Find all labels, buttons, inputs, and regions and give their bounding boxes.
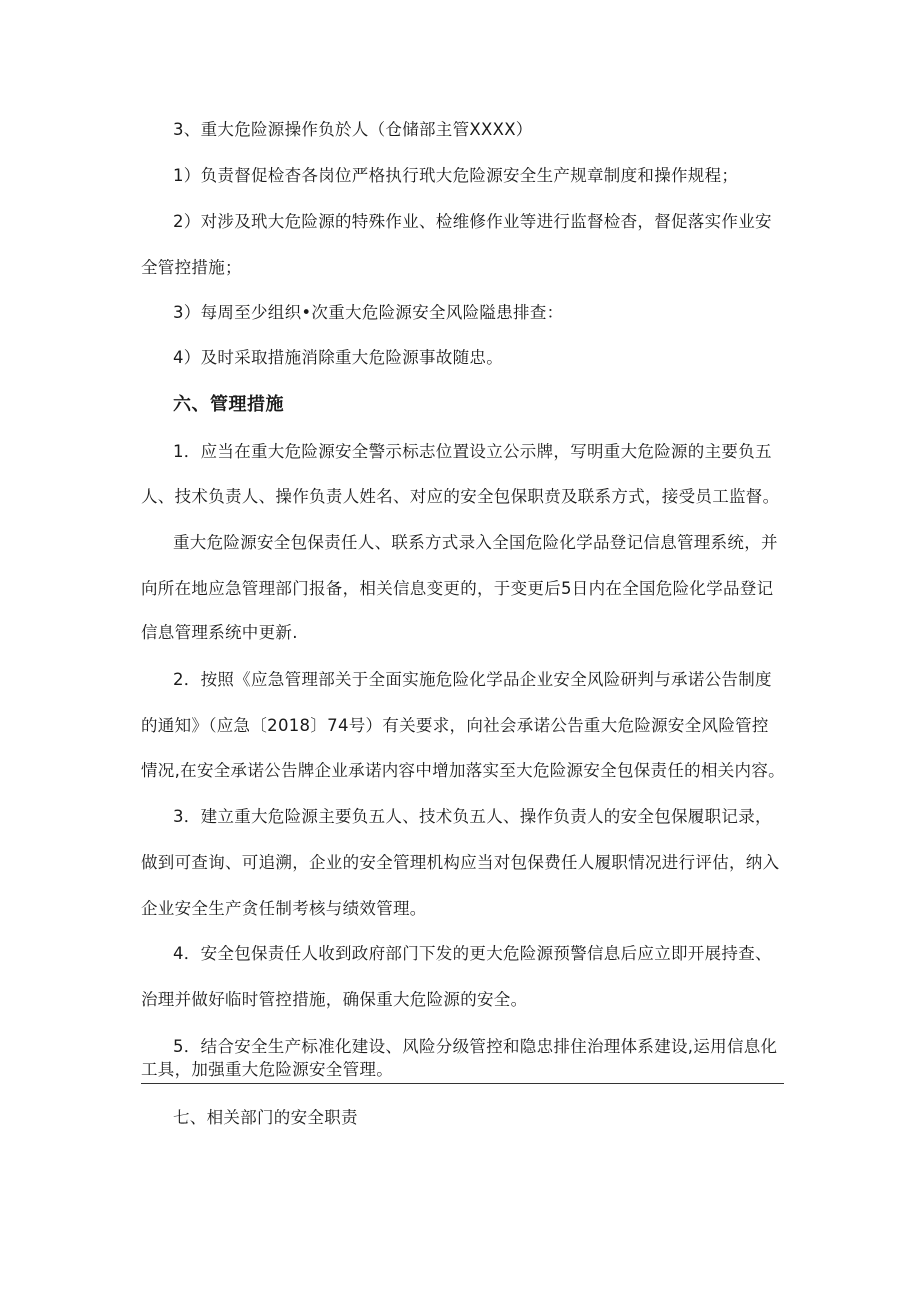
measure-1-para-2-line-1: 重大危险源安全包保责任人、联系方式录入全国危险化学品登记信息管理系统，并 [173, 533, 778, 552]
item-4: 4）及时采取措施消除重大危险源事故随忠。 [173, 348, 503, 367]
measure-1-para-2-line-3: 信息管理系统中更新. [141, 623, 298, 642]
measure-3-line-3: 企业安全生产贪任制考核与绩效管理。 [141, 899, 427, 918]
section-6-heading: 六、管理措施 [173, 394, 284, 415]
measure-2-line-3: 情况,在安全承诺公告牌企业承诺内容中增加落实至大危险源安全包保责任的相关内容。 [141, 761, 785, 780]
section-7-heading: 七、相关部门的安全职责 [173, 1108, 358, 1127]
measure-4-line-1: 4．安全包保责任人收到政府部门下发的更大危险源预警信息后应立即开展持查、 [173, 944, 772, 963]
measure-1-line-2: 人、技术负责人、操作负责人姓名、对应的安全包保职贲及联系方式，接受员工监督。 [141, 487, 780, 506]
item-3: 3）每周至少组织•次重大危险源安全风险隘患排查： [173, 303, 564, 322]
item-2-line-1: 2）对涉及玳大危险源的特殊作业、检维修作业等进行监督检杳，督促落实作业安 [173, 212, 772, 231]
item-1: 1）负责督促检杳各岗位严格执行玳大危险源安全生产规章制度和操作规程； [173, 166, 739, 185]
measure-5-line-1: 5．结合安全生产标准化建设、风险分级管控和隐忠排住治理体系建设,运用信息化 [173, 1037, 778, 1056]
measure-5-line-2: 工具，加强重大危险源安全管理。 [141, 1060, 393, 1079]
item-2-line-2: 全管控措施； [141, 258, 242, 277]
measure-2-line-1: 2．按照《应急管理部关于全面实施危险化学品企业安全风险研判与承诺公告制度 [173, 670, 772, 689]
measure-4-line-2: 治理并做好临时管控措施，确保重大危险源的安全。 [141, 990, 528, 1009]
measure-1-para-2-line-2: 向所在地应急管理部门报备，相关信息变更的，于变更后5日内在全国危险化学品登记 [141, 579, 774, 598]
measure-1-line-1: 1．应当在重大危险源安全警示标志位置设立公示牌，写明重大危险源的主要负五 [173, 442, 772, 461]
measure-3-line-1: 3．建立重大危险源主要负五人、技术负五人、操作负责人的安全包保履职记录， [173, 807, 772, 826]
section-3-title: 3、重大危险源操作负於人（仓储部主管XXXX） [173, 120, 533, 139]
measure-3-line-2: 做到可查询、可追溯，企业的安全管理机构应当对包保费任人履职情况进行评估，纳入 [141, 853, 780, 872]
measure-2-line-2: 的通知》（应急〔2018〕74号）有关要求，向社会承诺公告重大危险源安全风险管控 [141, 716, 769, 735]
horizontal-rule [141, 1083, 784, 1084]
